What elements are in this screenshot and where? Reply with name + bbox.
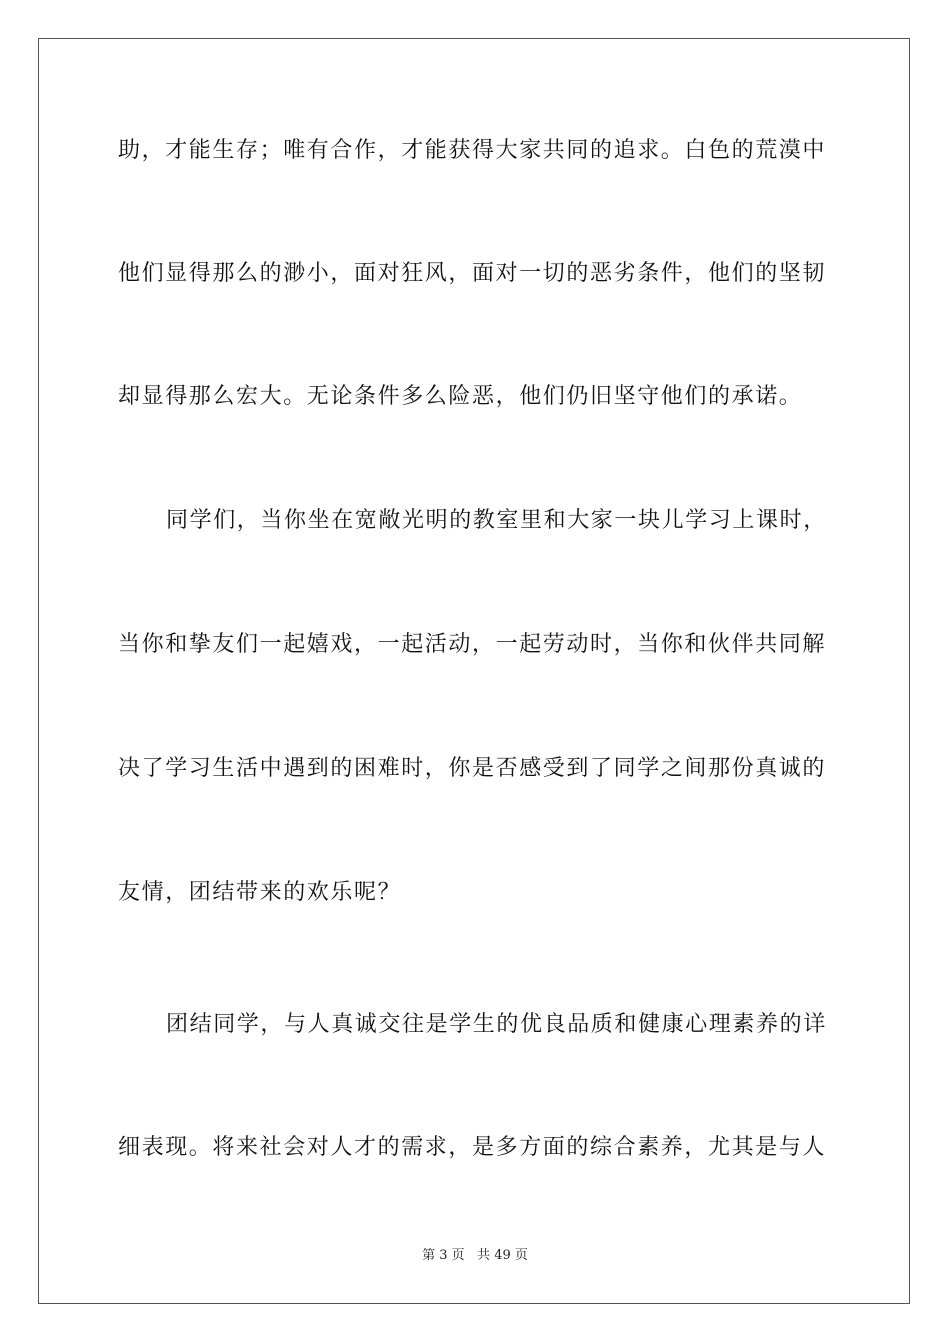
page-border [38,38,910,1304]
body-text-line-1: 助，才能生存；唯有合作，才能获得大家共同的追求。白色的荒漠中 [118,138,827,163]
body-text-line-6: 决了学习生活中遇到的困难时，你是否感受到了同学之间那份真诚的 [118,756,827,781]
page-number-footer: 第 3 页 共 49 页 [422,1248,528,1263]
body-text-line-2: 他们显得那么的渺小，面对狂风，面对一切的恶劣条件，他们的坚韧 [118,261,827,286]
body-text-line-8: 团结同学，与人真诚交往是学生的优良品质和健康心理素养的详 [166,1012,827,1037]
body-text-line-7: 友情，团结带来的欢乐呢？ [118,880,402,905]
body-text-line-5: 当你和挚友们一起嬉戏，一起活动，一起劳动时，当你和伙伴共同解 [118,632,827,657]
body-text-line-9: 细表现。将来社会对人才的需求，是多方面的综合素养，尤其是与人 [118,1135,827,1160]
body-text-line-3: 却显得那么宏大。无论条件多么险恶，他们仍旧坚守他们的承诺。 [118,384,803,409]
body-text-line-4: 同学们，当你坐在宽敞光明的教室里和大家一块儿学习上课时， [166,508,827,533]
